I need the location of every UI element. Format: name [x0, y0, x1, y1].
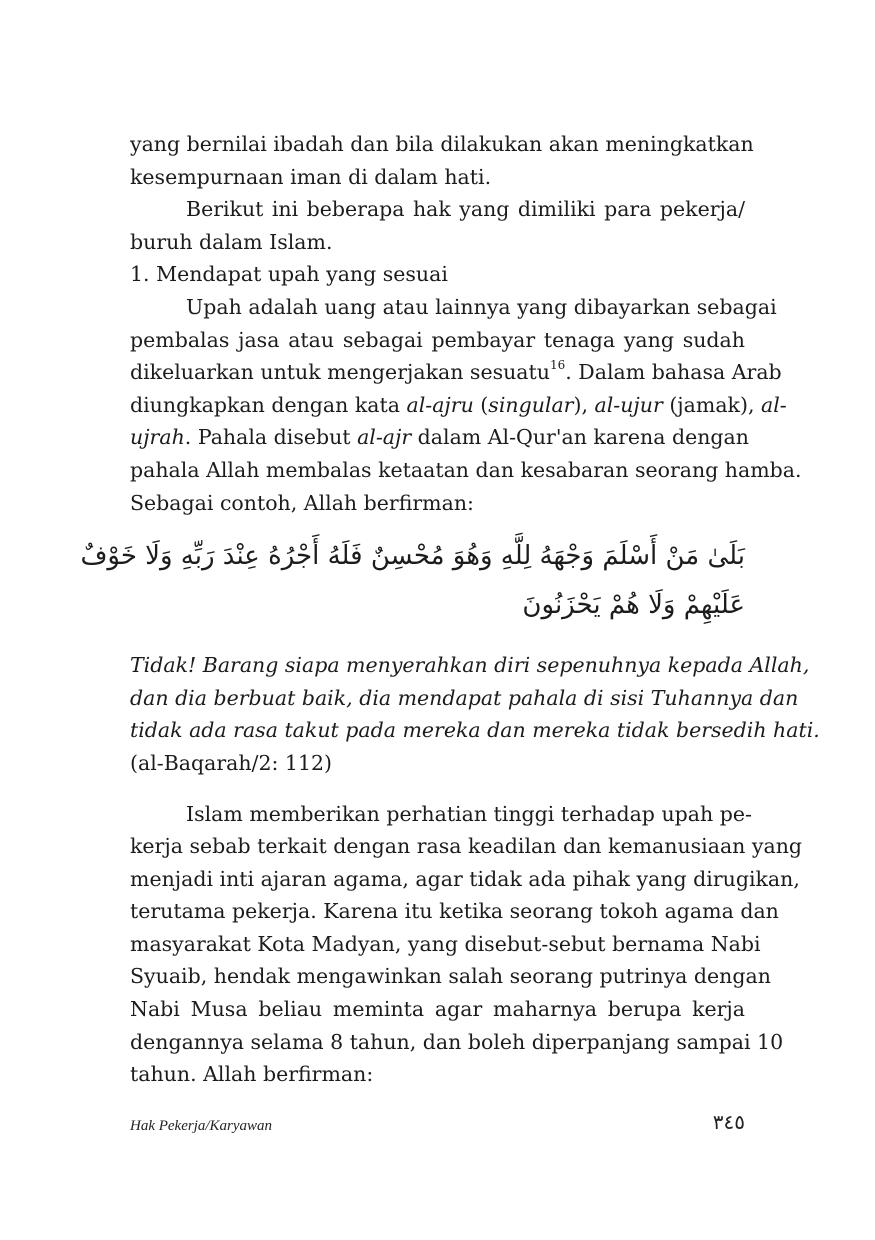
verse-citation: (al-Baqarah/2: 112) — [130, 750, 333, 775]
text-line: yang bernilai ibadah dan bila dilakukan akan meningkatkan — [130, 132, 754, 156]
italic-term: al-ujur — [594, 392, 663, 417]
paragraph-2 — [130, 193, 745, 258]
text-line: Upah adalah uang atau lainnya yang dibayarkan sebagai — [186, 294, 777, 319]
text-line: tahun. Allah berfirman: — [130, 1062, 374, 1087]
text-line: pahala Allah membalas ketaatan dan kesabaran seorang hamba. — [130, 457, 802, 482]
text-line: pembalas jasa atau sebagai pembayar tenaga yang sudah — [130, 327, 745, 352]
page-body — [80, 128, 820, 1091]
text-line: dengannya selama 8 tahun, dan boleh diperpanjang sampai 10 — [130, 1029, 784, 1054]
text-line — [130, 389, 787, 422]
italic-term: ujrah — [130, 425, 185, 450]
verse-translation — [130, 649, 820, 779]
footnote-ref[interactable]: 16 — [549, 358, 566, 373]
paragraph-1 — [130, 128, 754, 193]
text-line: masyarakat Kota Madyan, yang disebut-sebut bernama Nabi — [130, 931, 761, 956]
running-title: Hak Pekerja/Karyawan — [130, 1118, 273, 1134]
text-span: . Pahala disebut — [184, 425, 358, 450]
quran-verse — [80, 533, 745, 631]
text-line: Berikut ini beberapa hak yang dimiliki para pekerja/ — [186, 197, 745, 222]
text-span: . Dalam bahasa Arab — [565, 360, 782, 385]
text-line: kesempurnaan iman di dalam hati. — [130, 164, 492, 189]
page-number: ٣٤٥ — [712, 1110, 745, 1134]
text-span: dalam Al-Qur'an karena dengan — [411, 425, 749, 450]
text-line: terutama pekerja. Karena itu ketika seorang tokoh agama dan — [130, 899, 779, 924]
text-line: Nabi Musa beliau meminta agar maharnya berupa kerja — [130, 997, 745, 1022]
text-line: buruh dalam Islam. — [130, 229, 333, 254]
section-heading: 1. Mendapat upah yang sesuai — [130, 262, 448, 287]
text-line: Sebagai contoh, Allah berfirman: — [130, 490, 474, 515]
text-span: ), — [573, 392, 595, 417]
italic-term: singular — [488, 392, 574, 417]
text-span: (jamak), — [662, 392, 762, 417]
translation-line: dan dia berbuat baik, dia mendapat pahala di sisi Tuhannya dan — [130, 685, 799, 710]
text-span: diungkapkan dengan kata — [130, 392, 407, 417]
translation-line: tidak ada rasa takut pada mereka dan mereka tidak bersedih hati. — [130, 718, 820, 743]
text-line: kerja sebab terkait dengan rasa keadilan dan kemanusiaan yang — [130, 834, 803, 859]
italic-term: al- — [761, 392, 787, 417]
translation-line: Tidak! Barang siapa menyerahkan diri sepenuhnya kepada Allah, — [130, 653, 810, 678]
text-line: menjadi inti ajaran agama, agar tidak ada pihak yang dirugikan, — [130, 866, 800, 891]
text-span: ( — [473, 392, 489, 417]
arabic-line: بَلَىٰ مَنْ أَسْلَمَ وَجْهَهُ لِلَّهِ وَهُوَ مُحْسِنٌ فَلَهُ أَجْرُهُ عِنْدَ رَبِّهِ وَلَا خَوْفٌ — [80, 541, 745, 572]
text-line — [130, 421, 749, 454]
arabic-line: عَلَيْهِمْ وَلَا هُمْ يَحْزَنُونَ — [522, 590, 745, 621]
text-line: Islam memberikan perhatian tinggi terhadap upah pe- — [186, 801, 752, 826]
paragraph-3 — [130, 291, 802, 519]
text-line — [130, 356, 782, 389]
text-span: dikeluarkan untuk mengerjakan sesuatu — [130, 360, 550, 385]
spacer — [130, 780, 745, 798]
paragraph-4 — [130, 798, 803, 1091]
text-line: Syuaib, hendak mengawinkan salah seorang putrinya dengan — [130, 964, 771, 989]
italic-term: al-ajr — [357, 425, 412, 450]
italic-term: al-ajru — [406, 392, 474, 417]
